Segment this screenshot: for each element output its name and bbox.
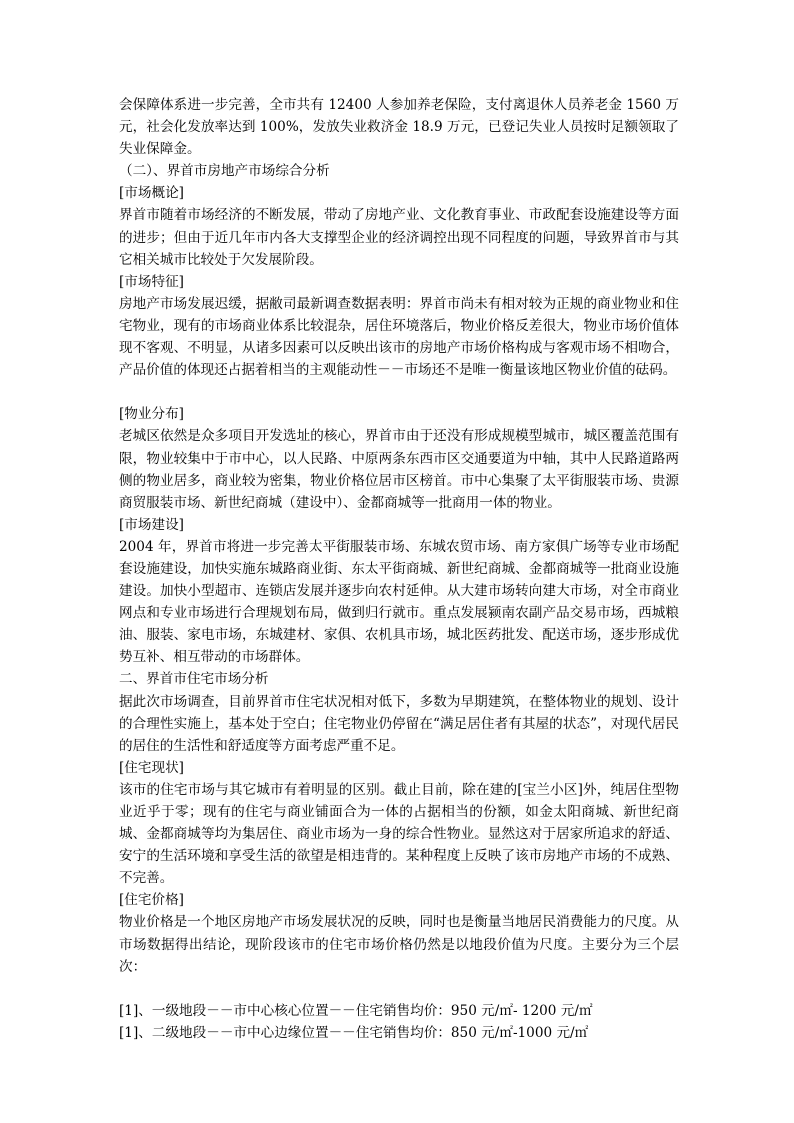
paragraph-property-distribution: 老城区依然是众多项目开发选址的核心，界首市由于还没有形成规模型城市，城区覆盖范围有限，物业较集中于市中心，以人民路、中原两条东西市区交通要道为中轴，其中人民路道路两侧的物业居多，商业较为密集，物业价格位居市区榜首。市中心集聚了太平街服装市场、贵源商贸服装市场、新世纪商城（建设中）、金都商城等一批商用一体的物业。 xyxy=(119,428,679,511)
paragraph-market-construction: 2004 年，界首市将进一步完善太平街服装市场、东城农贸市场、南方家俱广场等专业市场配套设施建设，加快实施东城路商业街、东太平街商城、新世纪商城、金都商城等一批商业设施建设。加快小型超市、连锁店发展并逐步向农村延伸。从大建市场转向建大市场，对全市商业网点和专业市场进行合理规划布局，做到归行就市。重点发展颍南农副产品交易市场，西城粮油、服装、家电市场，东城建材、家俱、农机具市场，城北医药批发、配送市场，逐步形成优势互补、相互带动的市场群体。 xyxy=(119,538,679,666)
paragraph-housing-price: 物业价格是一个地区房地产市场发展状况的反映，同时也是衡量当地居民消费能力的尺度。从市场数据得出结论，现阶段该市的住宅市场价格仍然是以地段价值为尺度。主要分为三个层次： xyxy=(119,914,679,975)
section-heading-market-analysis: （二）、界首市房地产市场综合分析 xyxy=(119,163,330,180)
subheading-housing-status: [住宅现状] xyxy=(119,759,184,776)
subheading-market-construction: [市场建设] xyxy=(119,516,184,533)
paragraph-social-security: 会保障体系进一步完善，全市共有 12400 人参加养老保险，支付离退休人员养老金 1560 万元，社会化发放率达到 100%，发放失业救济金 18.9 万元，已登记失业人员按时足额领取了失业保障金。 xyxy=(119,97,679,158)
subheading-market-overview: [市场概论] xyxy=(119,185,184,202)
section-heading-housing-market: 二、界首市住宅市场分析 xyxy=(119,671,269,688)
document-body xyxy=(119,94,679,1044)
paragraph-housing-market: 据此次市场调查，目前界首市住宅状况相对低下，多数为早期建筑，在整体物业的规划、设计的合理性实施上，基本处于空白；住宅物业仍停留在“满足居住者有其屋的状态”，对现代居民的居住的生活性和舒适度等方面考虑严重不足。 xyxy=(119,693,679,754)
blank-line xyxy=(119,381,679,403)
paragraph-market-overview: 界首市随着市场经济的不断发展，带动了房地产业、文化教育事业、市政配套设施建设等方面的进步；但由于近几年市内各大支撑型企业的经济调控出现不同程度的问题，导致界首市与其它相关城市比较处于欠发展阶段。 xyxy=(119,207,679,268)
blank-line xyxy=(119,978,679,1000)
subheading-housing-price: [住宅价格] xyxy=(119,892,184,909)
subheading-market-features: [市场特征] xyxy=(119,273,184,290)
paragraph-housing-status: 该市的住宅市场与其它城市有着明显的区别。截止目前，除在建的[宝兰小区]外，纯居住型物业近乎于零；现有的住宅与商业铺面合为一体的占据相当的份额，如金太阳商城、新世纪商城、金都商城等均为集居住、商业市场为一身的综合性物业。显然这对于居家所追求的舒适、安宁的生活环境和享受生活的欲望是相违背的。某种程度上反映了该市房地产市场的不成熟、不完善。 xyxy=(119,781,679,887)
price-line-second-tier: [1]、二级地段－－市中心边缘位置－－住宅销售均价：850 元/㎡-1000 元/㎡ xyxy=(119,1024,589,1041)
paragraph-market-features: 房地产市场发展迟缓，据敝司最新调查数据表明：界首市尚未有相对较为正规的商业物业和住宅物业，现有的市场商业体系比较混杂，居住环境落后，物业价格反差很大，物业市场价值体现不客观、不明显，从诸多因素可以反映出该市的房地产市场价格构成与客观市场不相吻合，产品价值的体现还占据着相当的主观能动性－－市场还不是唯一衡量该地区物业价值的砝码。 xyxy=(119,295,679,379)
subheading-property-distribution: [物业分布] xyxy=(119,406,184,423)
price-line-first-tier: [1]、一级地段－－市中心核心位置－－住宅销售均价：950 元/㎡- 1200 元/㎡ xyxy=(119,1002,593,1019)
